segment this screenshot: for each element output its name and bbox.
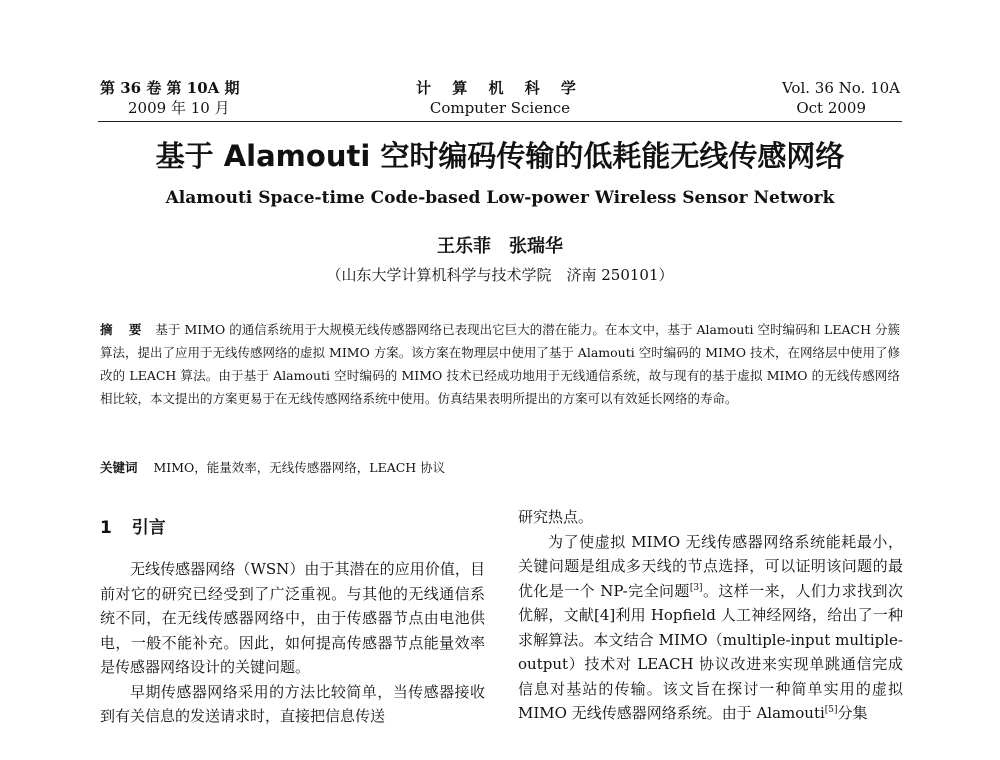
intro-paragraph-3 (518, 530, 903, 726)
affiliation: （山东大学计算机科学与技术学院 济南 250101） (326, 266, 674, 284)
paper-title-cn: 基于 Alamouti 空时编码传输的低耗能无线传感网络 (155, 139, 845, 173)
intro-paragraph-1: 无线传感器网络（WSN）由于其潜在的应用价值，目前对它的研究已经受到了广泛重视。与其他的无线通信系统不同，在无线传感器网络中，由于传感器节点由电池供电，一般不能补充。因此，如何提高传感器节点能量效率是传感器网络设计的关键问题。 (100, 560, 485, 676)
issue-date-en: Oct 2009 (796, 99, 866, 117)
journal-name (390, 78, 610, 118)
left-column (100, 505, 485, 729)
journal-volume-en (690, 78, 900, 118)
section-number: 1 (100, 518, 112, 538)
journal-name-en: Computer Science (429, 99, 571, 117)
paragraph-text-part3: 分集 (837, 704, 868, 722)
volume-number-en: Vol. 36 No. 10A (781, 79, 900, 97)
citation-ref-3: [3] (689, 582, 703, 593)
right-column (518, 505, 903, 726)
section-title: 引言 (131, 518, 166, 538)
paragraph-text-part2: 。这样一来，人们力求找到次优解，文献[4]利用 Hopfield 人工神经网络，给出了一种求解算法。本文结合 MIMO（multiple-input multiple-output）技术对 LEACH 协议改进来实现单跳通信完成信息对基站的传输。该文旨在探讨一种简单实用的虚拟 MIMO 无线传感器网络系统。由于 Alamouti (518, 581, 903, 722)
keywords-text: MIMO，能量效率，无线传感器网络，LEACH 协议 (153, 460, 446, 475)
journal-name-cn: 计 算 机 科 学 (416, 79, 584, 97)
abstract (100, 318, 900, 410)
journal-issue-info (100, 78, 330, 118)
abstract-label: 摘 要 (100, 322, 148, 337)
issue-date: 2009 年 10 月 (128, 99, 230, 117)
keywords-label: 关键词 (100, 460, 138, 475)
author-list: 王乐菲 张瑞华 (437, 236, 563, 257)
intro-paragraph-2: 早期传感器网络采用的方法比较简单，当传感器接收到有关信息的发送请求时，直接把信息传送 (100, 682, 485, 725)
continued-line: 研究热点。 (518, 508, 594, 526)
paper-title-en: Alamouti Space-time Code-based Low-power Wireless Sensor Network (165, 188, 835, 208)
header-divider (98, 121, 902, 122)
paragraph-text-part1: 为了使虚拟 MIMO 无线传感器网络系统能耗最小，关键问题是组成多天线的节点选择，可以证明该问题的最优化是一个 NP-完全问题 (518, 532, 903, 600)
abstract-text: 基于 MIMO 的通信系统用于大规模无线传感器网络已表现出它巨大的潜在能力。在本文中，基于 Alamouti 空时编码和 LEACH 分簇算法，提出了应用于无线传感网络的虚拟 MIMO 方案。该方案在物理层中使用了基于 Alamouti 空时编码的 MIMO 技术，在网络层中使用了修改的 LEACH 算法。由于基于 Alamouti 空时编码的 MIMO 技术已经成功地用于无线通信系统，故与现有的基于虚拟 MIMO 的无线传感网络相比较，本文提出的方案更易于在无线传感网络系统中使用。仿真结果表明所提出的方案可以有效延长网络的寿命。 (100, 322, 900, 406)
section-heading (100, 515, 485, 541)
volume-issue: 第 36 卷 第 10A 期 (100, 79, 240, 97)
citation-ref-5: [5] (824, 705, 838, 715)
keywords (100, 457, 900, 479)
